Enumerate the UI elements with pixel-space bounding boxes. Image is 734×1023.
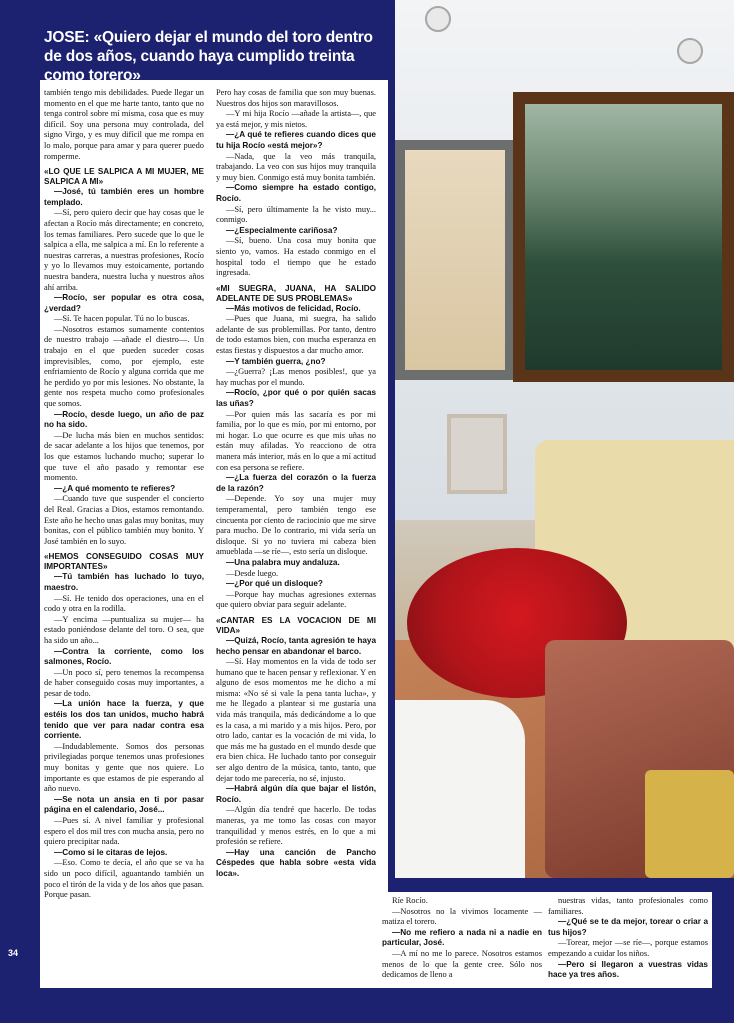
body-paragraph: —Sí. Te hacen popular. Tú no lo buscas.	[54, 314, 190, 324]
framed-seascape-painting	[513, 92, 734, 382]
headline-quote: «Quiero dejar el mundo del toro dentro de dos años, cuando haya cumplido treinta como torero»	[44, 29, 373, 84]
interview-question	[44, 187, 204, 208]
interview-question	[216, 579, 376, 590]
question-text: —¿Especialmente cariñosa?	[226, 225, 338, 235]
bottom-column-1	[382, 896, 542, 986]
question-text: —¿La fuerza del corazón o la fuerza de la razón?	[216, 473, 376, 493]
article-columns	[44, 88, 384, 982]
body-paragraph: —Cuando tuve que suspender el concierto del Real. Gracias a Dios, estamos remontando. Este año he hecho unas galas muy bonitas, muy bonitas, con el público también muy bonito. Y José también en lo suyo.	[44, 494, 204, 546]
interview-question	[44, 293, 204, 314]
body-paragraph: —Y encima —puntualiza su mujer— ha estado poniéndose delante del toro. O sea, que ha sido un año...	[44, 614, 204, 645]
article-column-1	[44, 88, 204, 982]
interview-question	[216, 183, 376, 204]
interview-question	[44, 848, 204, 859]
question-text: —No me refiero a nada ni a nadie en particular, José.	[382, 927, 542, 948]
body-paragraph: —Nada, que la veo más tranquila, trabajando. La veo con sus hijos muy tranquila y muy bien. Conmigo está muy bonita también.	[216, 151, 376, 182]
living-room-photo	[395, 0, 734, 878]
question-text: —Más motivos de felicidad, Rocío.	[226, 303, 361, 313]
body-paragraph: —Y mi hija Rocío —añade la artista—, que ya está mejor, y mis nietos.	[216, 109, 376, 129]
section-heading: «HEMOS CONSEGUIDO COSAS MUY IMPORTANTES»	[44, 552, 204, 572]
body-paragraph: —A mí no me lo parece. Nosotros estamos menos de lo que la gente cree. Sólo nos dedicamos de lleno a	[382, 948, 542, 980]
body-paragraph: —Nosotros estamos sumamente contentos de nuestro trabajo —añade el diestro—. Un trabajo en el que pueden suceder cosas imprevisibles, como, por ejemplo, este enfriamiento de Rocío y alguna corrida que me he perdido yo por mis lesiones. No obstante, la gente nos respeta mucho como profesionales que somos.	[44, 324, 204, 409]
question-text: —¿Qué se te da mejor, torear o criar a tus hijos?	[548, 917, 708, 937]
interview-question	[216, 226, 376, 237]
interview-question	[44, 647, 204, 668]
body-paragraph: —Sí, bueno. Una cosa muy bonita que siento yo, vamos. Ha estado conmigo en el hospital todo el tiempo que he estado ingresada.	[216, 236, 376, 278]
interview-question	[216, 388, 376, 409]
question-text: —Como siempre ha estado contigo, Rocío.	[216, 183, 376, 203]
interview-question	[216, 473, 376, 494]
question-text: —Tú también has luchado lo tuyo, maestro.	[44, 572, 204, 592]
headline-speaker: JOSE:	[44, 29, 90, 46]
body-paragraph: Pero hay cosas de familia que son muy buenas. Nuestros dos hijos son maravillosos.	[216, 88, 376, 108]
interview-question	[216, 357, 376, 368]
body-paragraph: —Por quien más las sacaría es por mi familia, por lo que es mío, por mi entorno, por mi hogar. Lo que ocurre es que mis uñas no están muy afiladas. Yo reacciono de otra manera más interior, más en lo que a mí actitud con esa persona se refiere.	[216, 409, 376, 472]
white-armchair	[395, 700, 525, 878]
question-text: —Como si le citaras de lejos.	[54, 847, 168, 857]
interview-question	[216, 784, 376, 805]
section-heading: «LO QUE LE SALPICA A MI MUJER, ME SALPICA A MI»	[44, 167, 204, 187]
body-paragraph: —¿Guerra? ¡Las menos posibles!, que ya hay muchas por el mundo.	[216, 367, 376, 387]
headline	[40, 22, 388, 84]
body-paragraph: —Depende. Yo soy una mujer muy temperamental, pero también tengo ese cincuenta por ciento de raciocinio que me sirve para mucho. De lo contrario, mi vida sería un disloque. Si yo no tuviera mi cabeza bien amueblada —se ríe—, esto sería un disloque.	[216, 494, 376, 557]
page-number: 34	[8, 948, 19, 958]
bottom-column-2	[548, 896, 708, 986]
question-text: —Habrá algún día que bajar el listón, Rocío.	[216, 784, 376, 804]
body-paragraph: —Sí. Hay momentos en la vida de todo ser humano que te hacen pensar y reflexionar. Y en alguno de esos momentos me he dicho a mí misma: «No sé si vale la pena tanta lucha», y me he llegado a plantear si me gustaría una vida más tranquila, más dedicándome a lo que es la casa, a mi marido y a mis hijos. Pero, por otro lado, cantar es la vocación de mi vida, lo que más me ha gustado en el mundo desde que era bien chica. He luchado tanto por conseguir ser algo dentro de la música, tanto, tanto, que dejar todo me parecería, no sé, injusto.	[216, 657, 376, 783]
interview-question	[216, 636, 376, 657]
question-text: —Una palabra muy andaluza.	[226, 557, 340, 567]
body-paragraph: —Sí, pero quiero decir que hay cosas que le afectan a Rocío más directamente; en concreto, los temas familiares. Pero sucede que lo que le salpica a ella, me salpica a mí. En lo referente a nuestras carreras, a nuestras profesiones, Rocío y yo lo llevamos muy estoicamente, portando nuestra bandera, nuestra lucha y nuestros años ahí arriba.	[44, 208, 204, 292]
body-paragraph: —Sí, pero últimamente la he visto muy... conmigo.	[216, 204, 376, 225]
body-paragraph: —Un poco sí, pero tenemos la recompensa de haber conseguido cosas muy importantes, a pesar de todo.	[44, 667, 204, 698]
gold-cushion	[645, 770, 734, 878]
question-text: —Y también guerra, ¿no?	[226, 356, 326, 366]
ceiling-lamp-icon	[677, 38, 703, 64]
question-text: —Se nota un ansia en ti por pasar página en el calendario, José...	[44, 794, 204, 815]
interview-question	[44, 484, 204, 495]
question-text: —Contra la corriente, como los salmones, Rocío.	[44, 646, 204, 667]
question-text: —Pero si llegaron a vuestras vidas hace ya tres años.	[548, 959, 708, 980]
question-text: —Rocío, ¿por qué o por quién sacas las uñas?	[216, 388, 376, 409]
question-text: —Rocío, desde luego, un año de paz no ha sido.	[44, 409, 204, 430]
question-text: —La unión hace la fuerza, y que estéis los dos tan unidos, mucho habrá tenido que ver para nadar contra esa corriente.	[44, 699, 204, 741]
interview-question	[216, 130, 376, 151]
section-heading: «MI SUEGRA, JUANA, HA SALIDO ADELANTE DE SUS PROBLEMAS»	[216, 283, 376, 303]
interview-question	[44, 795, 204, 816]
question-text: —Hay una canción de Pancho Céspedes que habla sobre «esta vida loca».	[216, 847, 376, 878]
question-text: —Quizá, Rocío, tanta agresión te haya hecho pensar en abandonar el barco.	[216, 635, 376, 656]
interview-question	[44, 572, 204, 593]
question-text: —¿Por qué un disloque?	[226, 579, 323, 589]
framed-dancer-painting	[395, 140, 515, 380]
body-paragraph: Ríe Rocío.	[392, 896, 428, 905]
interview-question	[548, 960, 708, 981]
question-text: —¿A qué momento te refieres?	[54, 483, 176, 493]
body-paragraph: —Eso. Como te decía, el año que se va ha sido un poco difícil, aguantando también un poco el tirón de la vida y de los años que pasan. Porque pasan.	[44, 858, 204, 900]
interview-question	[216, 304, 376, 315]
question-text: —Rocío, ser popular es otra cosa, ¿verdad?	[44, 293, 204, 313]
body-paragraph: —Pues sí. A nivel familiar y profesional espero el dos mil tres con mucha ansia, pero no quiero precipitar nada.	[44, 816, 204, 847]
body-paragraph: —Indudablemente. Somos dos personas privilegiadas porque tenemos unas profesiones muy bonitas y gente que nos quiere. Lo importante es que estamos de pie esperando al año nuevo.	[44, 741, 204, 794]
interview-question	[44, 699, 204, 741]
ceiling-lamp-icon	[425, 6, 451, 32]
article-column-2	[216, 88, 376, 982]
body-paragraph: —Pues que Juana, mi suegra, ha salido adelante de sus problemillas. Por tanto, dentro de todo estamos bien, con mucha esperanza en estas fiestas y dispuestos a dar mucho amor.	[216, 314, 376, 356]
body-paragraph: —Porque hay muchas agresiones externas que quiero obviar para seguir adelante.	[216, 589, 376, 610]
body-paragraph: —Torear, mejor —se ríe—, porque estamos empezando a cuidar los niños.	[548, 938, 708, 958]
section-heading: «CANTAR ES LA VOCACION DE MI VIDA»	[216, 615, 376, 635]
article-panel	[40, 22, 388, 988]
bottom-text-strip	[378, 892, 712, 988]
question-text: —¿A qué te refieres cuando dices que tu hija Rocío «está mejor»?	[216, 130, 376, 150]
body-paragraph: —Algún día tendré que hacerlo. De todas maneras, ya me tomo las cosas con mayor tranquilidad y menos estrés, en lo que a mi profesión se refiere.	[216, 805, 376, 847]
body-paragraph: —Sí. He tenido dos operaciones, una en el codo y otra en la rodilla.	[44, 593, 204, 614]
question-text: —José, tú también eres un hombre templado.	[44, 187, 204, 207]
body-paragraph: nuestras vidas, tanto profesionales como familiares.	[548, 896, 708, 916]
interview-question	[382, 928, 542, 949]
interview-question	[44, 410, 204, 431]
interview-question	[216, 558, 376, 569]
body-paragraph: también tengo mis debilidades. Puede llegar un momento en el que me harte tanto, tanto que no tenga control sobre mí misma, cosa que es muy difícil. Soy una persona muy controlada, del signo Virgo, y es muy difícil que me rompa en lo malo, porque para amar y para querer puedo romperme.	[44, 88, 204, 161]
interview-question	[216, 848, 376, 880]
body-paragraph: —Nosotros no la vivimos locamente —matiza el torero.	[382, 906, 542, 927]
body-paragraph: —Desde luego.	[226, 568, 279, 578]
body-paragraph: —De lucha más bien en muchos sentidos: de sacar adelante a los hijos que tenemos, por los que estamos luchando mucho; superar lo que tuve el año pasado y remontar ese momento.	[44, 430, 204, 483]
photo-frame	[447, 414, 507, 494]
interview-question	[548, 917, 708, 938]
